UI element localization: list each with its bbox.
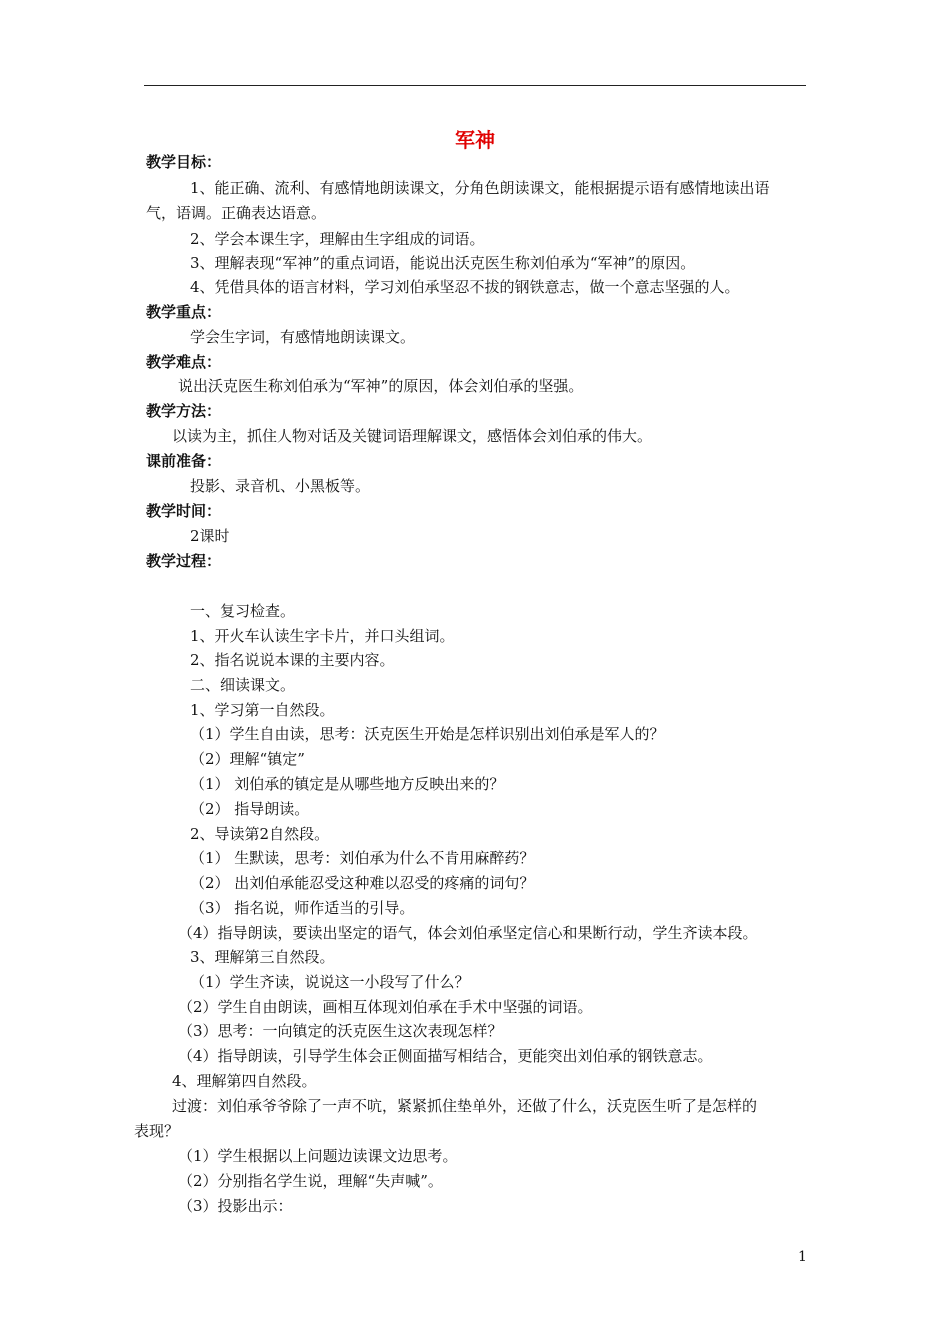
process-line: （1） 刘伯承的镇定是从哪些地方反映出来的？ — [190, 775, 505, 793]
process-line: （2） 指导朗读。 — [190, 800, 310, 818]
header-rule — [144, 85, 806, 86]
process-line: （4）指导朗读，引导学生体会正侧面描写相结合，更能突出刘伯承的钢铁意志。 — [178, 1047, 713, 1065]
process-line: （3）思考：一向镇定的沃克医生这次表现怎样？ — [178, 1022, 503, 1040]
methods-heading: 教学方法： — [146, 402, 222, 420]
process-heading: 教学过程： — [146, 552, 222, 570]
process-line: （2） 出刘伯承能忍受这种难以忍受的疼痛的词句？ — [190, 874, 535, 892]
key-points-text: 学会生字词，有感情地朗读课文。 — [190, 328, 416, 346]
objective-item: 2、学会本课生字，理解由生字组成的词语。 — [190, 230, 485, 248]
preparation-text: 投影、录音机、小黑板等。 — [190, 477, 371, 495]
difficulties-heading: 教学难点： — [146, 353, 222, 371]
preparation-heading: 课前准备： — [146, 452, 222, 470]
time-heading: 教学时间： — [146, 502, 222, 520]
key-points-heading: 教学重点： — [146, 303, 222, 321]
process-line: （1）学生齐读，说说这一小段写了什么？ — [190, 973, 470, 991]
document-title: 军神 — [455, 128, 495, 152]
process-line: （3） 指名说，师作适当的引导。 — [190, 899, 415, 917]
process-line: 4、理解第四自然段。 — [172, 1072, 317, 1090]
process-line: 一、复习检查。 — [190, 602, 296, 620]
methods-text: 以读为主，抓住人物对话及关键词语理解课文，感悟体会刘伯承的伟大。 — [172, 427, 653, 445]
process-line: （1）学生自由读，思考：沃克医生开始是怎样识别出刘伯承是军人的？ — [190, 725, 665, 743]
objective-item: 3、理解表现“军神”的重点词语，能说出沃克医生称刘伯承为“军神”的原因。 — [190, 254, 696, 272]
objective-item: 气，语调。正确表达语意。 — [146, 204, 327, 222]
process-line: 二、细读课文。 — [190, 676, 296, 694]
process-line: 表现？ — [134, 1122, 180, 1140]
process-line: 1、开火车认读生字卡片，并口头组词。 — [190, 627, 455, 645]
process-line: （2）理解“镇定” — [190, 750, 305, 768]
process-line: 2、指名说说本课的主要内容。 — [190, 651, 395, 669]
objective-item: 1、能正确、流利、有感情地朗读课文，分角色朗读课文，能根据提示语有感情地读出语 — [190, 179, 770, 197]
process-line: （1） 生默读，思考：刘伯承为什么不肯用麻醉药？ — [190, 849, 535, 867]
process-line: 3、理解第三自然段。 — [190, 948, 335, 966]
process-line: （1）学生根据以上问题边读课文边思考。 — [178, 1147, 458, 1165]
process-line: 过渡：刘伯承爷爷除了一声不吭，紧紧抓住垫单外，还做了什么，沃克医生听了是怎样的 — [172, 1097, 758, 1115]
objective-item: 4、凭借具体的语言材料，学习刘伯承坚忍不拔的钢铁意志，做一个意志坚强的人。 — [190, 278, 740, 296]
difficulties-text: 说出沃克医生称刘伯承为“军神”的原因，体会刘伯承的坚强。 — [178, 377, 584, 395]
process-line: （3）投影出示： — [178, 1197, 293, 1215]
process-line: （4）指导朗读，要读出坚定的语气，体会刘伯承坚定信心和果断行动，学生齐读本段。 — [178, 924, 758, 942]
process-line: （2）学生自由朗读，画相互体现刘伯承在手术中坚强的词语。 — [178, 998, 593, 1016]
process-line: 2、导读第2自然段。 — [190, 825, 330, 843]
time-text: 2课时 — [190, 527, 230, 545]
process-line: （2）分别指名学生说，理解“失声喊”。 — [178, 1172, 443, 1190]
page-number: 1 — [798, 1249, 807, 1265]
process-line: 1、学习第一自然段。 — [190, 701, 335, 719]
objectives-heading: 教学目标： — [146, 153, 222, 171]
